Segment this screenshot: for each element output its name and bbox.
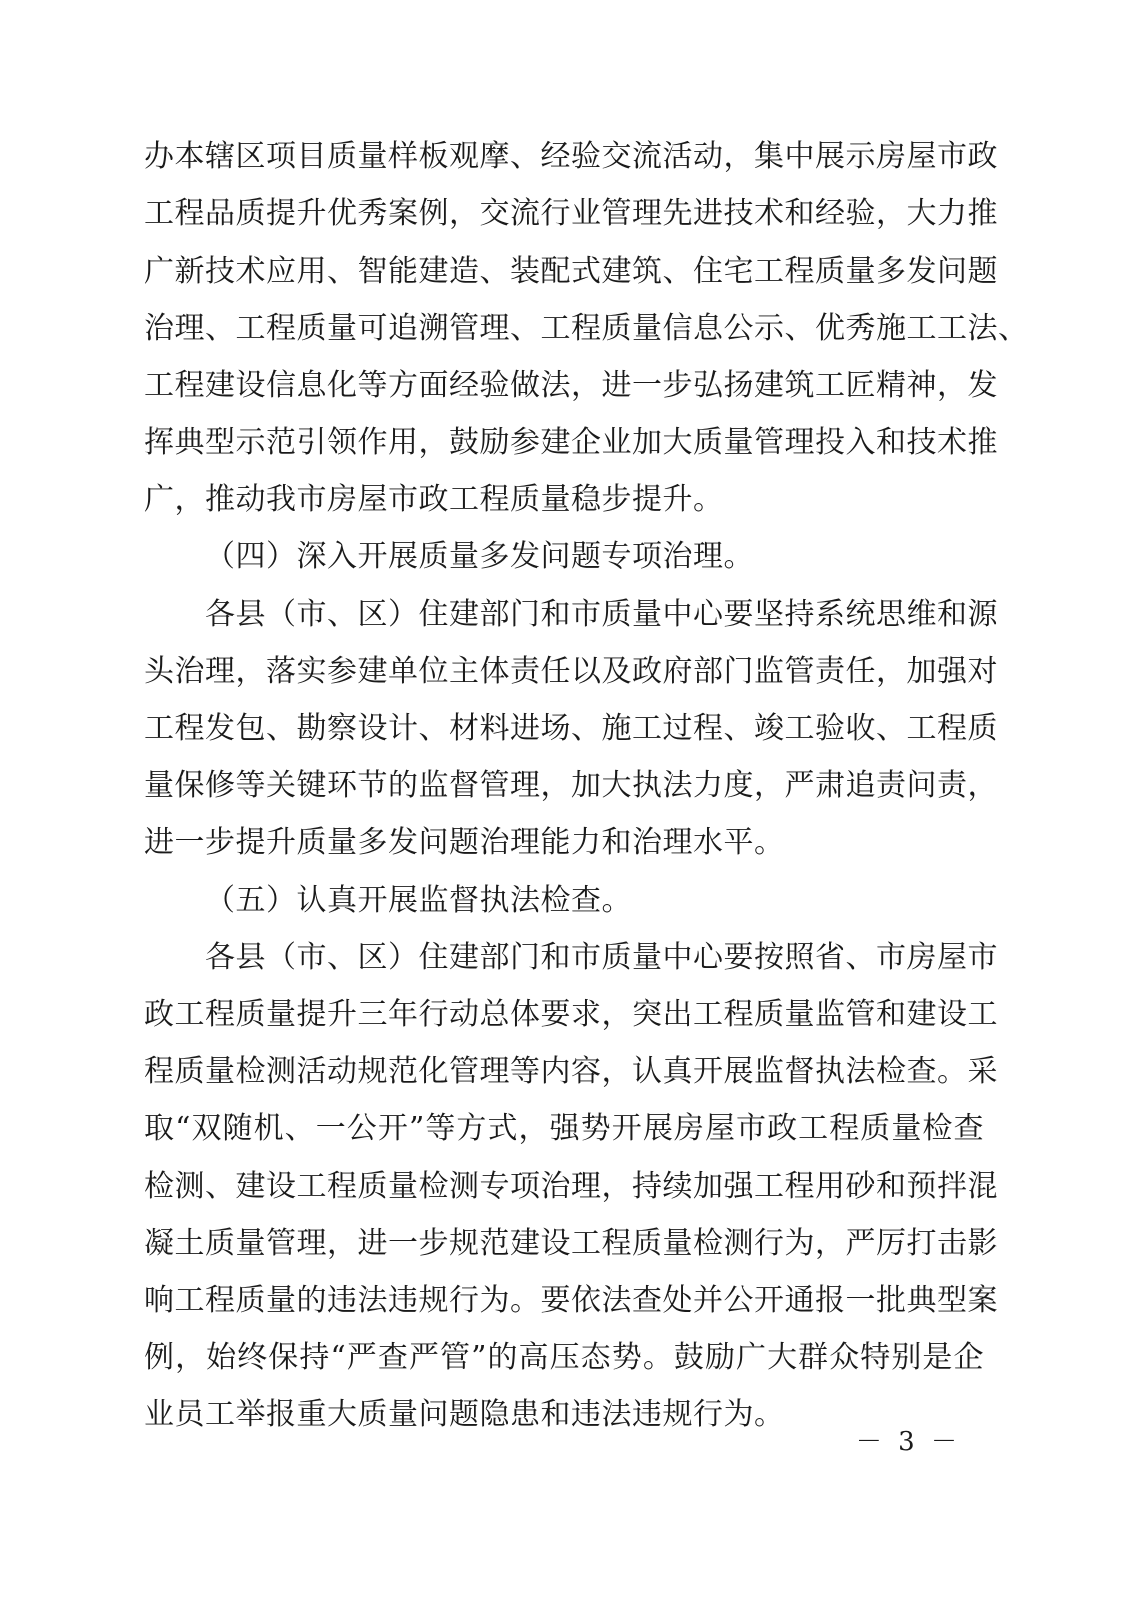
paragraph-line: 业员工举报重大质量问题隐患和违法违规行为。 — [144, 1397, 785, 1432]
section-heading-5: （五）认真开展监督执法检查。 — [205, 883, 632, 918]
paragraph-line: 工程品质提升优秀案例，交流行业管理先进技术和经验，大力推 — [144, 196, 998, 231]
paragraph-line: 检测、建设工程质量检测专项治理，持续加强工程用砂和预拌混 — [144, 1169, 998, 1204]
paragraph-line: 挥典型示范引领作用，鼓励参建企业加大质量管理投入和技术推 — [144, 425, 998, 460]
paragraph-line: 工程建设信息化等方面经验做法，进一步弘扬建筑工匠精神，发 — [144, 368, 998, 403]
paragraph-line: 政工程质量提升三年行动总体要求，突出工程质量监管和建设工 — [144, 997, 998, 1032]
paragraph-line: 治理、工程质量可追溯管理、工程质量信息公示、优秀施工工法、 — [144, 311, 1029, 346]
paragraph-line: 办本辖区项目质量样板观摩、经验交流活动，集中展示房屋市政 — [144, 139, 998, 174]
paragraph-line: 程质量检测活动规范化管理等内容，认真开展监督执法检查。采 — [144, 1054, 998, 1089]
paragraph-line: 广，推动我市房屋市政工程质量稳步提升。 — [144, 482, 724, 517]
paragraph-line: 凝土质量管理，进一步规范建设工程质量检测行为，严厉打击影 — [144, 1226, 998, 1261]
page-number: － 3 － — [855, 1427, 961, 1457]
paragraph-line: 取“双随机、一公开”等方式，强势开展房屋市政工程质量检查 — [144, 1111, 984, 1146]
paragraph-line: 各县（市、区）住建部门和市质量中心要按照省、市房屋市 — [205, 940, 998, 975]
paragraph-line: 例，始终保持“严查严管”的高压态势。鼓励广大群众特别是企 — [144, 1340, 984, 1375]
paragraph-line: 工程发包、勘察设计、材料进场、施工过程、竣工验收、工程质 — [144, 711, 998, 746]
paragraph-line: 广新技术应用、智能建造、装配式建筑、住宅工程质量多发问题 — [144, 254, 998, 289]
paragraph-line: 响工程质量的违法违规行为。要依法查处并公开通报一批典型案 — [144, 1283, 998, 1318]
section-heading-4: （四）深入开展质量多发问题专项治理。 — [205, 539, 754, 574]
paragraph-line: 各县（市、区）住建部门和市质量中心要坚持系统思维和源 — [205, 597, 998, 632]
paragraph-line: 头治理，落实参建单位主体责任以及政府部门监管责任，加强对 — [144, 654, 998, 689]
paragraph-line: 量保修等关键环节的监督管理，加大执法力度，严肃追责问责， — [144, 768, 998, 803]
paragraph-line: 进一步提升质量多发问题治理能力和治理水平。 — [144, 825, 785, 860]
